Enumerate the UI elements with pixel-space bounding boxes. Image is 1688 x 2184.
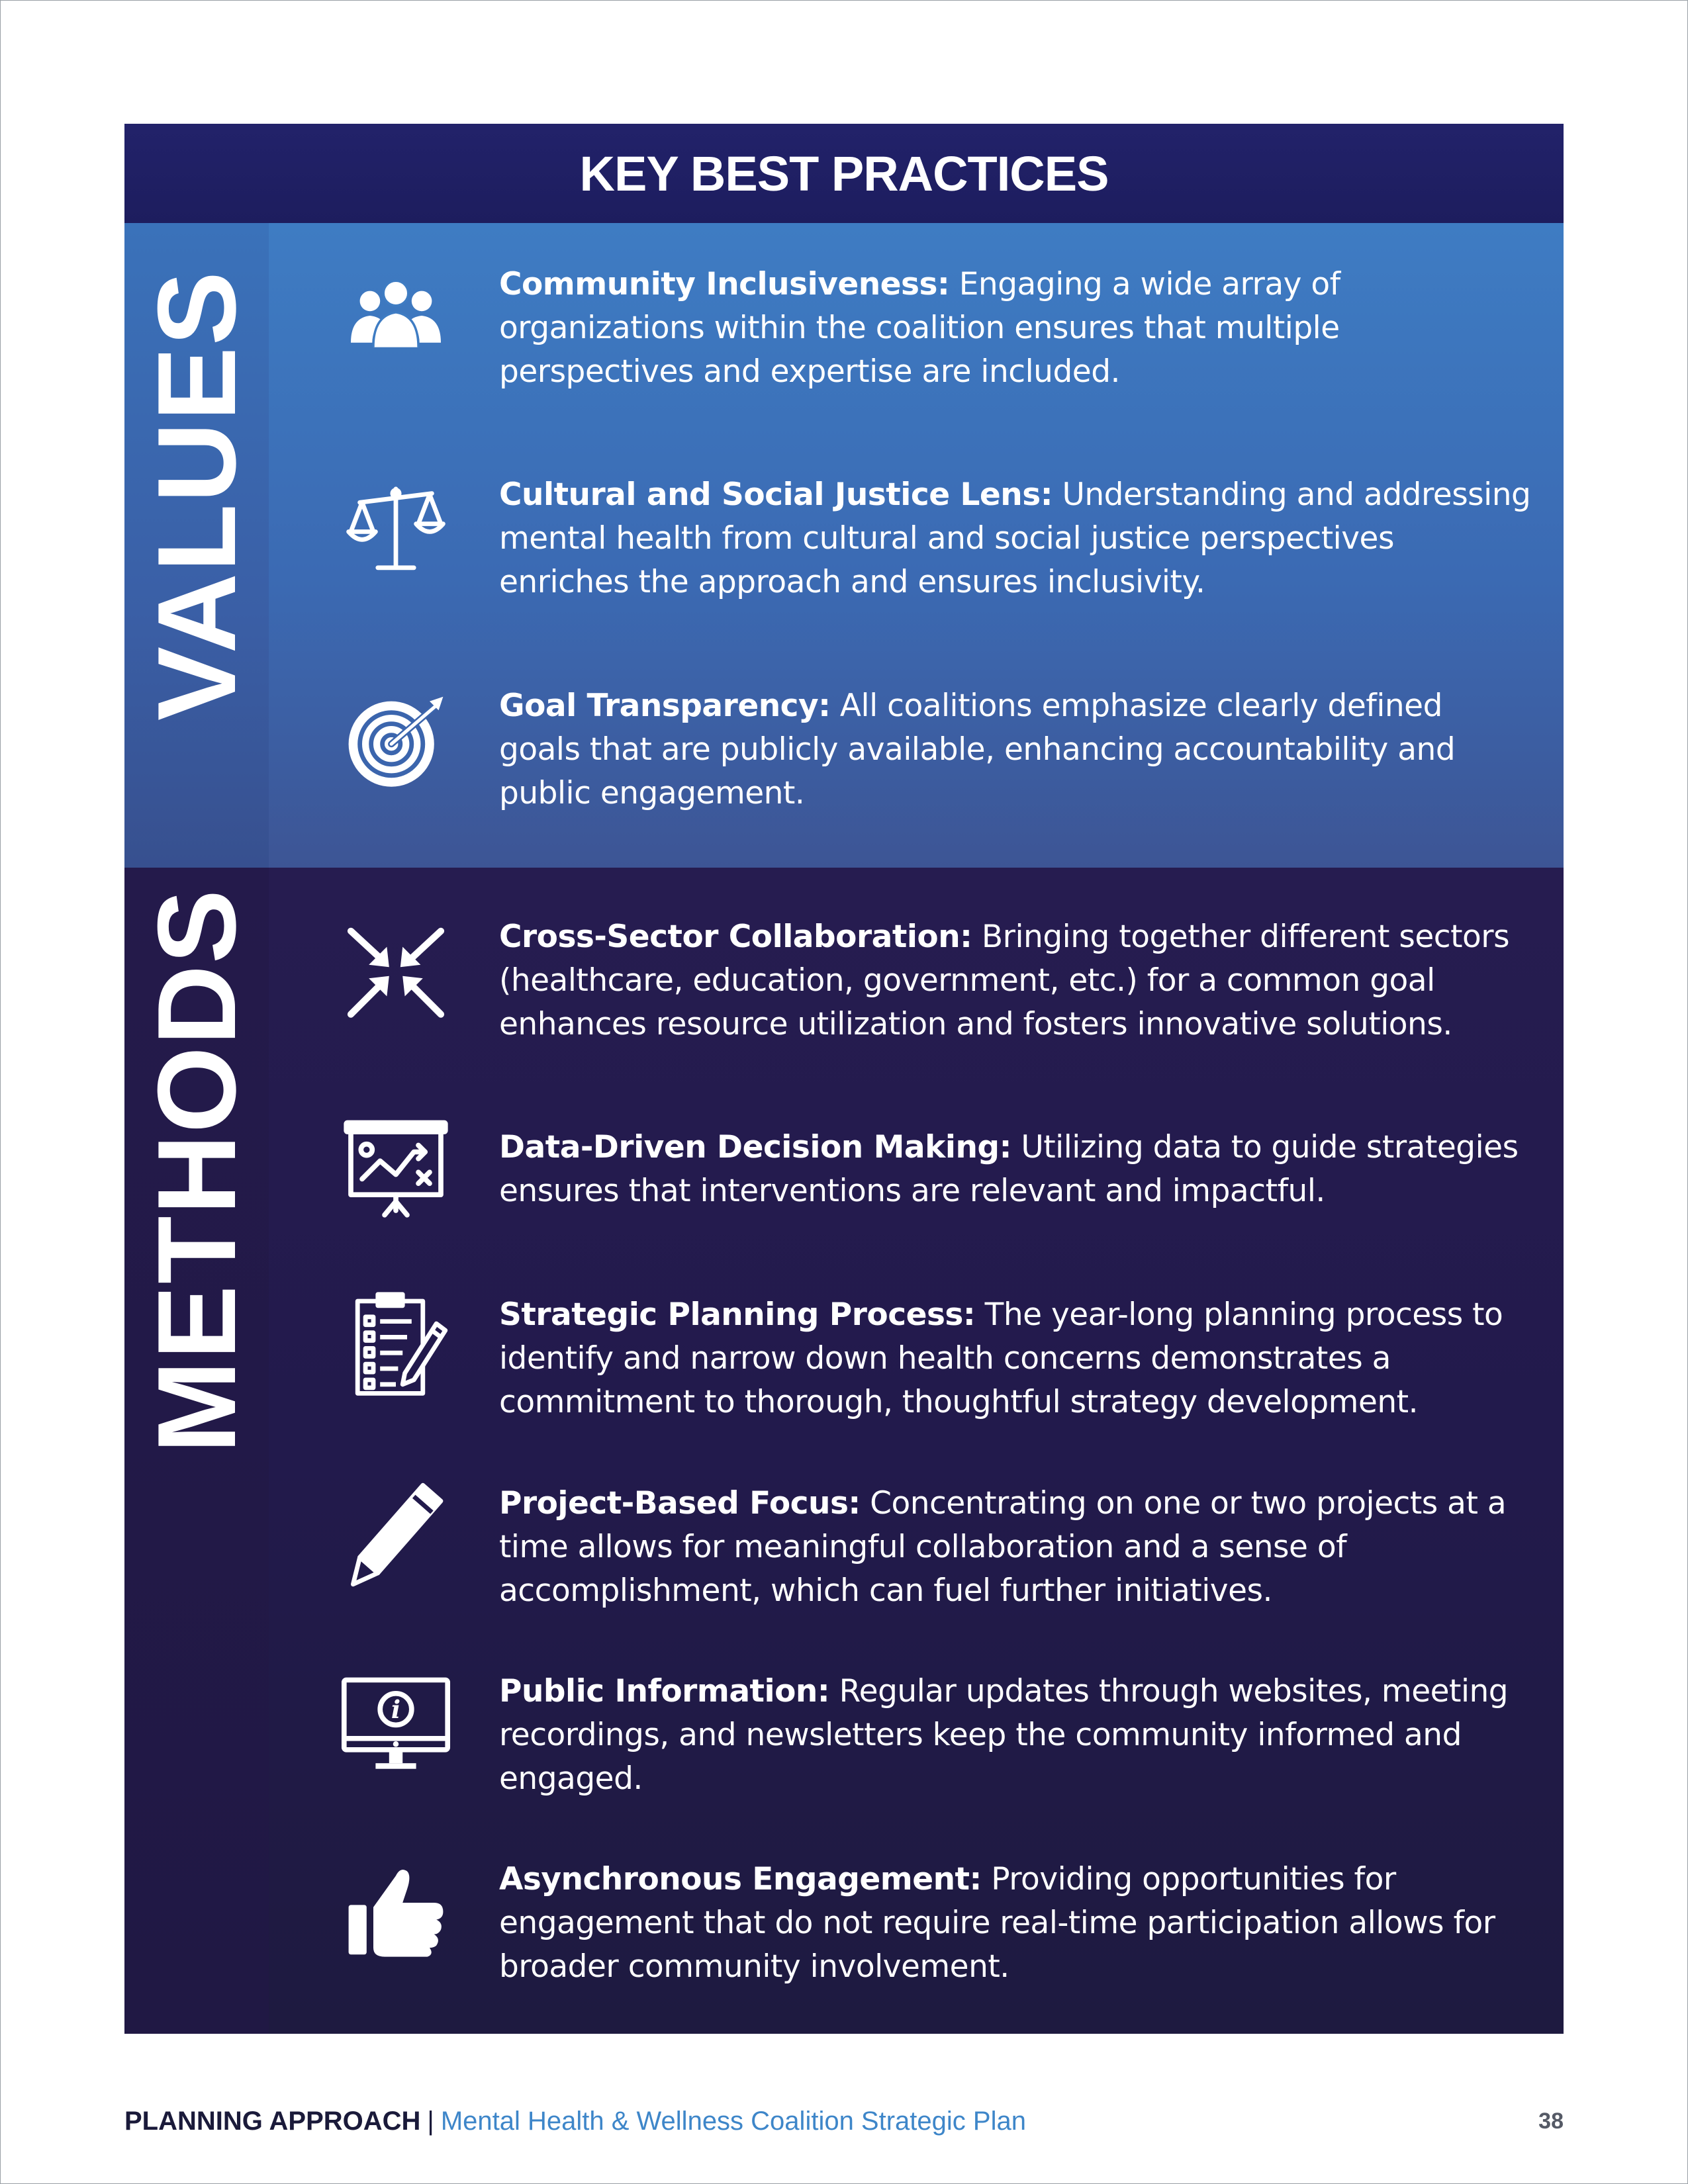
clipboard-checklist-icon bbox=[340, 1290, 452, 1402]
monitor-info-icon bbox=[340, 1666, 452, 1779]
thumbs-up-icon bbox=[340, 1858, 452, 1970]
methods-section bbox=[124, 868, 1564, 2034]
methods-item-text: Data-Driven Decision Making: Utilizing data to guide strategies ensures that interventions are relevant and impactful. bbox=[499, 1129, 1519, 1209]
methods-item-text: Strategic Planning Process: The year-long planning process to identify and narrow down health concerns demonstrates a commitment to thorough, thoughtful strategy development. bbox=[499, 1297, 1503, 1420]
footer-section-title: PLANNING APPROACH bbox=[124, 2107, 421, 2136]
svg-text:i: i bbox=[391, 1695, 401, 1725]
methods-label: METHODS bbox=[134, 888, 259, 1453]
values-section bbox=[124, 223, 1564, 868]
methods-item-text: Asynchronous Engagement: Providing opportunities for engagement that do not require real-time participation allows for broader community involvement. bbox=[499, 1861, 1495, 1985]
methods-item-text: Cross-Sector Collaboration: Bringing together different sectors (healthcare, education, government, etc.) for a common goal enhances resource utilization and fosters innovative solutions. bbox=[499, 919, 1510, 1042]
pencil-icon bbox=[340, 1479, 452, 1591]
methods-side-strip bbox=[124, 868, 269, 2034]
footer-document-title: Mental Health & Wellness Coalition Strategic Plan bbox=[440, 2107, 1026, 2136]
page-footer bbox=[124, 2101, 1564, 2141]
methods-item-text: Project-Based Focus: Concentrating on one or two projects at a time allows for meaningful collaboration and a sense of accomplishment, which can fuel further initiatives. bbox=[499, 1485, 1507, 1609]
card-header bbox=[124, 124, 1564, 223]
values-item-text: Community Inclusiveness: Engaging a wide array of organizations within the coalition ensures that multiple perspectives and expertise are included. bbox=[499, 266, 1340, 390]
best-practices-card bbox=[124, 124, 1564, 2034]
methods-item-text: Public Information: Regular updates through websites, meeting recordings, and newsletters keep the community informed and engaged. bbox=[499, 1673, 1509, 1797]
values-item-text: Cultural and Social Justice Lens: Understanding and addressing mental health from cultural and social justice perspectives enriches the approach and ensures inclusivity. bbox=[499, 477, 1531, 600]
justice-scales-icon bbox=[340, 473, 452, 586]
values-side-strip bbox=[124, 223, 269, 868]
footer-separator: | bbox=[427, 2107, 434, 2136]
values-item-text: Goal Transparency: All coalitions emphasize clearly defined goals that are publicly available, enhancing accountability and public engagement. bbox=[499, 688, 1456, 811]
target-arrow-icon bbox=[340, 681, 452, 794]
presentation-chart-icon bbox=[340, 1109, 452, 1222]
card-title: KEY BEST PRACTICES bbox=[579, 146, 1109, 201]
page-number: 38 bbox=[1538, 2109, 1564, 2134]
values-label: VALUES bbox=[134, 270, 259, 721]
converging-arrows-icon bbox=[340, 915, 452, 1028]
people-group-icon bbox=[340, 259, 452, 372]
